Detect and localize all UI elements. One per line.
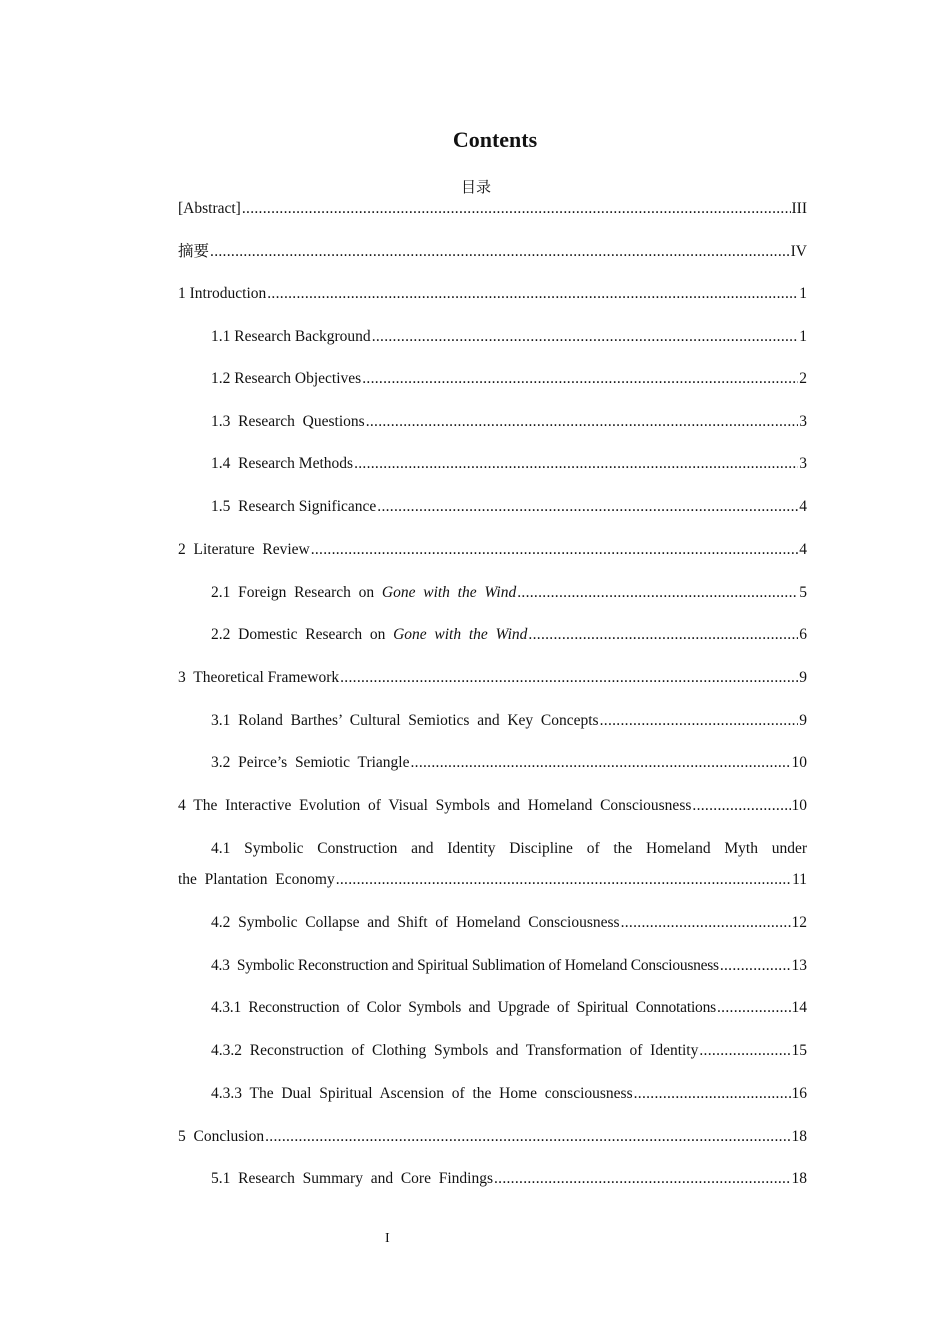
dot-leader (242, 199, 791, 219)
toc-page-number: 5 (799, 584, 807, 601)
toc-entry-label: 3 Theoretical Framework (178, 669, 340, 686)
page-title: Contents (452, 127, 538, 152)
dot-leader (699, 1041, 790, 1061)
book-title: Gone with the Wind (393, 626, 528, 643)
dot-leader (311, 540, 799, 560)
toc-entry-label: 1 Introduction (178, 285, 267, 302)
toc-entry-peirce-triangle[interactable] (211, 753, 807, 773)
dot-leader (372, 327, 799, 347)
toc-entry-research-significance[interactable] (211, 497, 807, 517)
dot-leader (210, 242, 790, 262)
toc-entry-dual-ascension[interactable] (211, 1084, 807, 1104)
toc-entry-label: 4.3.1 Reconstruction of Color Symbols and Upgrade of Spiritual Connotations (211, 999, 716, 1016)
toc-entry-label: 1.2 Research Objectives (211, 370, 362, 387)
toc-entry-label-line1: 4.1 Symbolic Construction and Identity Discipline of the Homeland Myth under (211, 840, 807, 857)
dot-leader (692, 796, 790, 816)
toc-entry-label: 1.5 Research Significance (211, 498, 377, 515)
book-title: Gone with the Wind (381, 584, 517, 601)
toc-page-number: 1 (799, 285, 807, 302)
toc-entry-literature-review[interactable] (178, 540, 807, 560)
toc-entry-research-summary[interactable] (211, 1169, 807, 1189)
toc-page-number: 6 (799, 626, 807, 643)
page-subtitle: 目录 (460, 180, 491, 196)
dot-leader (336, 870, 791, 890)
toc-page-number: 10 (791, 797, 807, 814)
toc-page-number: 4 (799, 498, 807, 515)
toc-entry-label: 4.2 Symbolic Collapse and Shift of Homeland Consciousness (211, 914, 620, 931)
toc-entry-label (211, 625, 527, 645)
toc-entry-label: 摘要 (178, 243, 210, 260)
dot-leader (494, 1169, 791, 1189)
toc-entry-research-objectives[interactable] (211, 369, 807, 389)
toc-entry-label: 2 Literature Review (178, 541, 310, 558)
toc-entry-theoretical-framework[interactable] (178, 668, 807, 688)
toc-page-number: 1 (799, 328, 807, 345)
toc-entry-label-text: 2.2 Domestic Research on (211, 626, 394, 643)
toc-entry-research-background[interactable] (211, 327, 807, 347)
toc-page-number: 10 (791, 754, 807, 771)
toc-entry-label: 5 Conclusion (178, 1128, 265, 1145)
toc-page-number: 18 (791, 1170, 807, 1187)
toc-entry-label-text: 2.1 Foreign Research on (211, 584, 382, 601)
toc-entry-abstract[interactable] (178, 199, 807, 219)
dot-leader (354, 454, 798, 474)
toc-page-number: 2 (799, 370, 807, 387)
dot-leader (362, 369, 798, 389)
toc-entry-line2 (178, 870, 807, 890)
toc-entry-color-symbols[interactable] (211, 998, 807, 1018)
toc-entry-label (211, 583, 516, 603)
toc-page-number: III (791, 200, 807, 217)
toc-page-number: 4 (799, 541, 807, 558)
toc-entry-research-questions[interactable] (211, 412, 807, 432)
toc-entry-homeland-myth[interactable] (178, 839, 807, 890)
dot-leader (267, 284, 798, 304)
dot-leader (410, 753, 790, 773)
toc-entry-research-methods[interactable] (211, 454, 807, 474)
toc-page-number: 13 (791, 957, 807, 974)
toc-page-number: 14 (791, 999, 807, 1016)
toc-entry-domestic-research[interactable] (211, 625, 807, 645)
toc-entry-introduction[interactable] (178, 284, 807, 304)
dot-leader (717, 998, 791, 1018)
dot-leader (340, 668, 798, 688)
dot-leader (600, 711, 799, 731)
toc-entry-symbolic-reconstruction[interactable] (211, 956, 807, 976)
page-number-footer: I (385, 1231, 390, 1246)
toc-entry-label: 3.2 Peirce’s Semiotic Triangle (211, 754, 410, 771)
toc-page-number: 18 (791, 1128, 807, 1145)
dot-leader (528, 625, 798, 645)
toc-page-number: 9 (799, 669, 807, 686)
toc-entry-interactive-evolution[interactable] (178, 796, 807, 816)
dot-leader (366, 412, 799, 432)
toc-entry-conclusion[interactable] (178, 1127, 807, 1147)
dot-leader (720, 956, 791, 976)
toc-entry-label: 4 The Interactive Evolution of Visual Symbols and Homeland Consciousness (178, 797, 692, 814)
toc-entry-label: 1.4 Research Methods (211, 455, 354, 472)
toc-page-number: IV (790, 243, 807, 260)
toc-entry-chinese-abstract[interactable] (178, 242, 807, 262)
toc-page-number: 3 (799, 413, 807, 430)
toc-page-number: 9 (799, 712, 807, 729)
toc-entry-label: 1.3 Research Questions (211, 413, 365, 430)
toc-entry-label: 4.3 Symbolic Reconstruction and Spiritual Sublimation of Homeland Consciousness (211, 957, 719, 974)
toc-page-number: 11 (792, 871, 807, 888)
toc-entry-label: 4.3.3 The Dual Spiritual Ascension of the Home consciousness (211, 1085, 633, 1102)
dot-leader (265, 1127, 790, 1147)
toc-entry-label: [Abstract] (178, 200, 241, 217)
toc-entry-label: 4.3.2 Reconstruction of Clothing Symbols and Transformation of Identity (211, 1042, 699, 1059)
toc-entry-label: 1.1 Research Background (211, 328, 371, 345)
dot-leader (377, 497, 798, 517)
toc-entry-symbolic-collapse[interactable] (211, 913, 807, 933)
toc-entry-label-line2: the Plantation Economy (178, 871, 335, 888)
toc-page-number: 3 (799, 455, 807, 472)
dot-leader (634, 1084, 791, 1104)
toc-entry-label: 3.1 Roland Barthes’ Cultural Semiotics and Key Concepts (211, 712, 599, 729)
dot-leader (621, 913, 791, 933)
toc-entry-clothing-symbols[interactable] (211, 1041, 807, 1061)
toc-page-number: 15 (791, 1042, 807, 1059)
toc-entry-barthes-semiotics[interactable] (211, 711, 807, 731)
toc-page-number: 12 (791, 914, 807, 931)
toc-entry-foreign-research[interactable] (211, 583, 807, 603)
toc-entry-label: 5.1 Research Summary and Core Findings (211, 1170, 493, 1187)
dot-leader (517, 583, 798, 603)
toc-page-number: 16 (791, 1085, 807, 1102)
